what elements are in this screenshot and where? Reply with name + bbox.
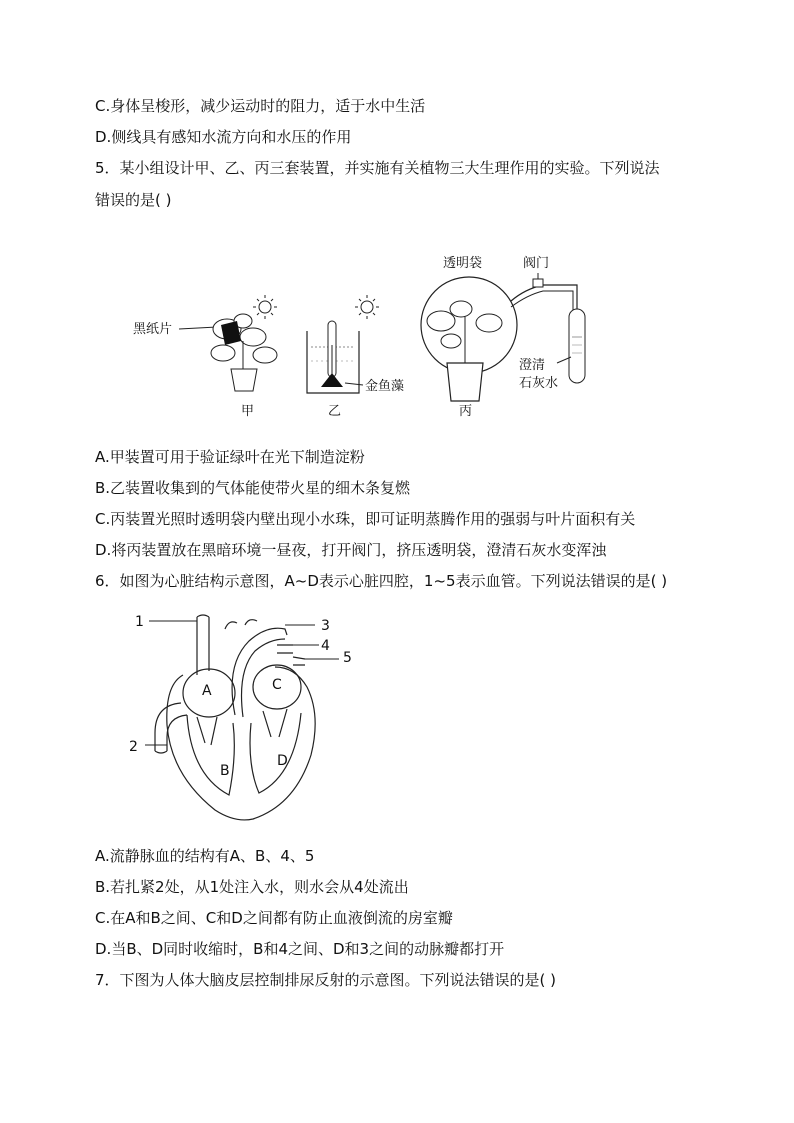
valve-icon [533,279,543,287]
q6-option-b: B.若扎紧2处，从1处注入水，则水会从4处流出 [95,878,409,896]
q5-option-b: B.乙装置收集到的气体能使带火星的细木条复燃 [95,479,411,497]
label-5: 5 [343,650,352,666]
q6-option-d: D.当B、D同时收缩时，B和4之间、D和3之间的动脉瓣都打开 [95,940,505,958]
label-limewater-1: 澄清 [519,358,546,373]
sun-icon [253,295,277,319]
q6-option-a: A.流静脉血的结构有A、B、4、5 [95,847,315,865]
plant-leaves [211,314,277,363]
q4-option-c: C.身体呈梭形，减少运动时的阻力，适于水中生活 [95,97,426,115]
label-3: 3 [321,618,330,634]
label-black-paper: 黑纸片 [133,322,173,337]
q5-option-c: C.丙装置光照时透明袋内壁出现小水珠，即可证明蒸腾作用的强弱与叶片面积有关 [95,510,636,528]
sun-icon [355,295,379,319]
label-D: D [277,753,288,769]
limewater-test-tube [569,309,585,383]
chamber-D [250,713,301,793]
q6-option-c: C.在A和B之间、C和D之间都有防止血液倒流的房室瓣 [95,909,453,927]
q5-stem-line2: 错误的是( ) [95,191,172,209]
heart-diagram [125,605,365,830]
label-4: 4 [321,638,330,654]
label-1: 1 [135,614,144,630]
q4-option-d: D.侧线具有感知水流方向和水压的作用 [95,128,352,146]
setup-yi [307,295,404,419]
q5-option-d: D.将丙装置放在黑暗环境一昼夜，打开阀门，挤压透明袋，澄清石灰水变浑浊 [95,541,607,559]
vessel-1 [197,615,209,675]
label-limewater-2: 石灰水 [519,376,559,391]
vessel-4 [277,645,293,653]
vessel-5 [293,657,305,665]
label-goldfish-algae: 金鱼藻 [365,379,405,394]
setup-jia [133,295,277,419]
label-transparent-bag: 透明袋 [443,256,483,271]
label-C: C [272,677,282,693]
label-yi: 乙 [328,404,342,419]
goldfish-algae [321,373,343,387]
label-A: A [202,683,212,699]
q6-stem: 6．如图为心脏结构示意图，A~D表示心脏四腔，1~5表示血管。下列说法错误的是( ) [95,572,668,590]
label-valve: 阀门 [523,256,550,271]
q5-option-a: A.甲装置可用于验证绿叶在光下制造淀粉 [95,448,365,466]
chamber-B [187,715,234,795]
heart-outline [167,667,315,820]
q7-stem: 7．下图为人体大脑皮层控制排尿反射的示意图。下列说法错误的是( ) [95,971,557,989]
label-2: 2 [129,739,138,755]
flower-pot [231,369,257,391]
plant-experiment-figure [125,245,615,425]
q5-stem-line1: 5．某小组设计甲、乙、丙三套装置，并实施有关植物三大生理作用的实验。下列说法 [95,159,660,177]
bing-pot [447,363,483,401]
setup-bing [421,255,585,419]
label-jia: 甲 [241,404,255,419]
label-B: B [220,763,230,779]
label-bing: 丙 [459,404,473,419]
